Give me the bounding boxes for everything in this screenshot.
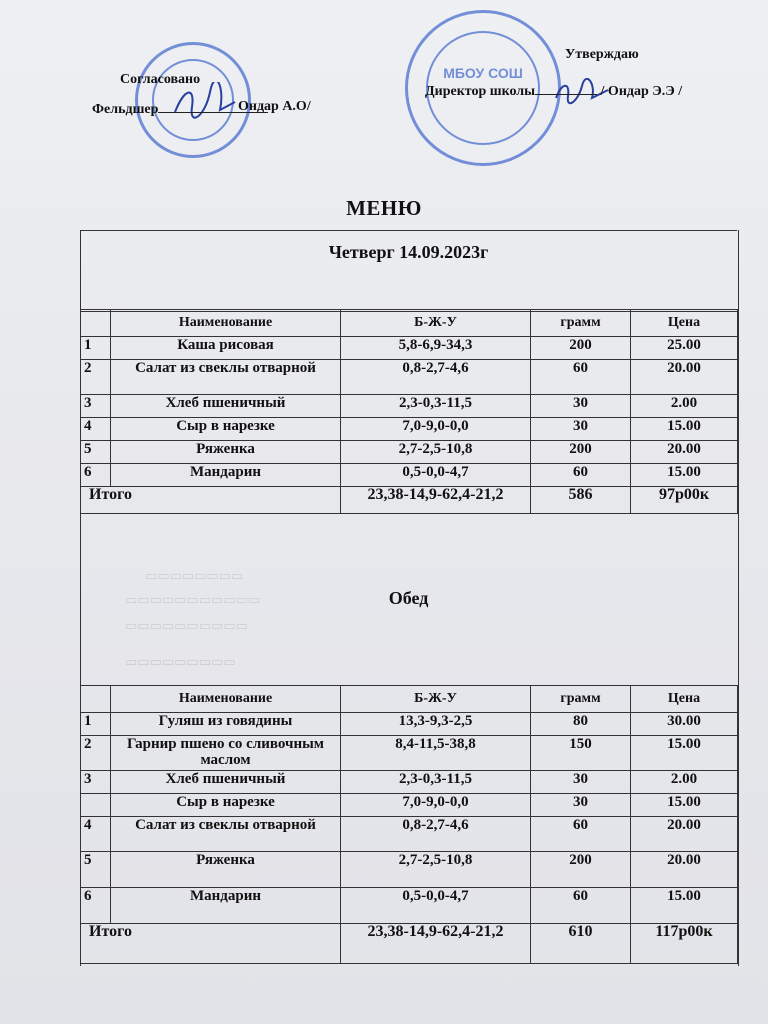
lunch-title: Обед <box>388 588 429 608</box>
director-name: / Ондар Э.Э / <box>600 84 683 99</box>
lunch-table <box>80 685 738 964</box>
col-gram: грамм <box>531 310 631 337</box>
col-name: Наименование <box>111 686 341 713</box>
dish-name: Салат из свеклы отварной <box>111 360 341 395</box>
dish-name: Каша рисовая <box>111 337 341 360</box>
col-bju: Б-Ж-У <box>341 310 531 337</box>
dish-gram: 60 <box>531 888 631 924</box>
col-price: Цена <box>631 310 738 337</box>
col-price: Цена <box>631 686 738 713</box>
dish-name: Ряженка <box>111 852 341 888</box>
col-name: Наименование <box>111 310 341 337</box>
dish-gram: 30 <box>531 771 631 794</box>
dish-name: Сыр в нарезке <box>111 794 341 817</box>
table-row: 4 Салат из свеклы отварной 0,8-2,7-4,6 60 20.00 <box>81 817 738 852</box>
school-stamp-text: МБОУ СОШ <box>443 65 523 81</box>
dish-bju: 2,7-2,5-10,8 <box>341 441 531 464</box>
dish-name: Салат из свеклы отварной <box>111 817 341 852</box>
dish-price: 15.00 <box>631 418 738 441</box>
dish-bju: 0,5-0,0-4,7 <box>341 464 531 487</box>
dish-bju: 13,3-9,3-2,5 <box>341 713 531 736</box>
dish-price: 20.00 <box>631 852 738 888</box>
dish-gram: 200 <box>531 441 631 464</box>
table-row: 3 Хлеб пшеничный 2,3-0,3-11,5 30 2.00 <box>81 395 738 418</box>
dish-name: Гарнир пшено со сливочным маслом <box>111 736 341 771</box>
dish-gram: 150 <box>531 736 631 771</box>
dish-name: Сыр в нарезке <box>111 418 341 441</box>
total-gram: 610 <box>531 924 631 964</box>
table-row: 2 Салат из свеклы отварной 0,8-2,7-4,6 60 20.00 <box>81 360 738 395</box>
total-price: 97р00к <box>631 487 738 514</box>
director-line <box>425 84 682 100</box>
total-bju: 23,38-14,9-62,4-21,2 <box>341 924 531 964</box>
dish-bju: 0,5-0,0-4,7 <box>341 888 531 924</box>
dish-gram: 200 <box>531 852 631 888</box>
table-row: 3 Хлеб пшеничный 2,3-0,3-11,5 30 2.00 <box>81 771 738 794</box>
dish-bju: 0,8-2,7-4,6 <box>341 360 531 395</box>
dish-gram: 30 <box>531 418 631 441</box>
table-row: 5 Ряженка 2,7-2,5-10,8 200 20.00 <box>81 852 738 888</box>
dish-name: Хлеб пшеничный <box>111 395 341 418</box>
dish-bju: 7,0-9,0-0,0 <box>341 418 531 441</box>
dish-gram: 60 <box>531 360 631 395</box>
table-header-row <box>81 686 738 713</box>
dish-bju: 2,7-2,5-10,8 <box>341 852 531 888</box>
dish-gram: 60 <box>531 464 631 487</box>
table-row: 6 Мандарин 0,5-0,0-4,7 60 15.00 <box>81 888 738 924</box>
col-num <box>81 686 111 713</box>
dish-price: 15.00 <box>631 736 738 771</box>
dish-gram: 30 <box>531 395 631 418</box>
day-band <box>80 230 737 312</box>
dish-price: 20.00 <box>631 441 738 464</box>
dish-name: Хлеб пшеничный <box>111 771 341 794</box>
dish-name: Гуляш из говядины <box>111 713 341 736</box>
dish-price: 20.00 <box>631 360 738 395</box>
dish-price: 15.00 <box>631 464 738 487</box>
col-bju: Б-Ж-У <box>341 686 531 713</box>
dish-price: 30.00 <box>631 713 738 736</box>
dish-name: Мандарин <box>111 888 341 924</box>
dish-price: 25.00 <box>631 337 738 360</box>
agreed-label: Согласовано <box>120 72 201 87</box>
dish-price: 2.00 <box>631 395 738 418</box>
col-num <box>81 310 111 337</box>
director-label: Директор школы <box>425 84 536 99</box>
dish-bju: 0,8-2,7-4,6 <box>341 817 531 852</box>
table-row <box>81 794 738 817</box>
dish-gram: 200 <box>531 337 631 360</box>
table-header-row <box>81 310 738 337</box>
total-bju: 23,38-14,9-62,4-21,2 <box>341 487 531 514</box>
dish-price: 15.00 <box>631 794 738 817</box>
dish-bju: 7,0-9,0-0,0 <box>341 794 531 817</box>
total-label: Итого <box>81 487 341 514</box>
total-row <box>81 924 738 964</box>
dish-gram: 30 <box>531 794 631 817</box>
dish-name: Мандарин <box>111 464 341 487</box>
total-price: 117р00к <box>631 924 738 964</box>
dish-bju: 2,3-0,3-11,5 <box>341 771 531 794</box>
dish-price: 2.00 <box>631 771 738 794</box>
total-row <box>81 487 738 514</box>
table-row: 1 Каша рисовая 5,8-6,9-34,3 200 25.00 <box>81 337 738 360</box>
dish-bju: 5,8-6,9-34,3 <box>341 337 531 360</box>
total-label: Итого <box>81 924 341 964</box>
dish-gram: 80 <box>531 713 631 736</box>
table-row: 5 Ряженка 2,7-2,5-10,8 200 20.00 <box>81 441 738 464</box>
show-through-area: ▭▭▭▭▭▭▭▭ ▭▭▭▭▭▭▭▭▭▭▭ ▭▭▭▭▭▭▭▭▭▭ ▭▭▭▭▭▭▭▭▭ <box>125 568 261 669</box>
dish-price: 15.00 <box>631 888 738 924</box>
table-row: 6 Мандарин 0,5-0,0-4,7 60 15.00 <box>81 464 738 487</box>
menu-title: МЕНЮ <box>346 196 422 220</box>
dish-price: 20.00 <box>631 817 738 852</box>
approve-label: Утверждаю <box>565 47 639 62</box>
table-row: 4 Сыр в нарезке 7,0-9,0-0,0 30 15.00 <box>81 418 738 441</box>
feldsher-label: Фельдшер <box>92 102 159 117</box>
total-gram: 586 <box>531 487 631 514</box>
dish-bju: 8,4-11,5-38,8 <box>341 736 531 771</box>
feldsher-name: Ондар А.О/ <box>238 99 311 114</box>
table-row: 2 Гарнир пшено со сливочным маслом 8,4-11,5-38,8 150 15.00 <box>81 736 738 771</box>
day-title: Четверг 14.09.2023г <box>328 242 489 262</box>
dish-gram: 60 <box>531 817 631 852</box>
dish-bju: 2,3-0,3-11,5 <box>341 395 531 418</box>
col-gram: грамм <box>531 686 631 713</box>
dish-name: Ряженка <box>111 441 341 464</box>
table-row: 1 Гуляш из говядины 13,3-9,3-2,5 80 30.00 <box>81 713 738 736</box>
breakfast-table <box>80 309 738 514</box>
